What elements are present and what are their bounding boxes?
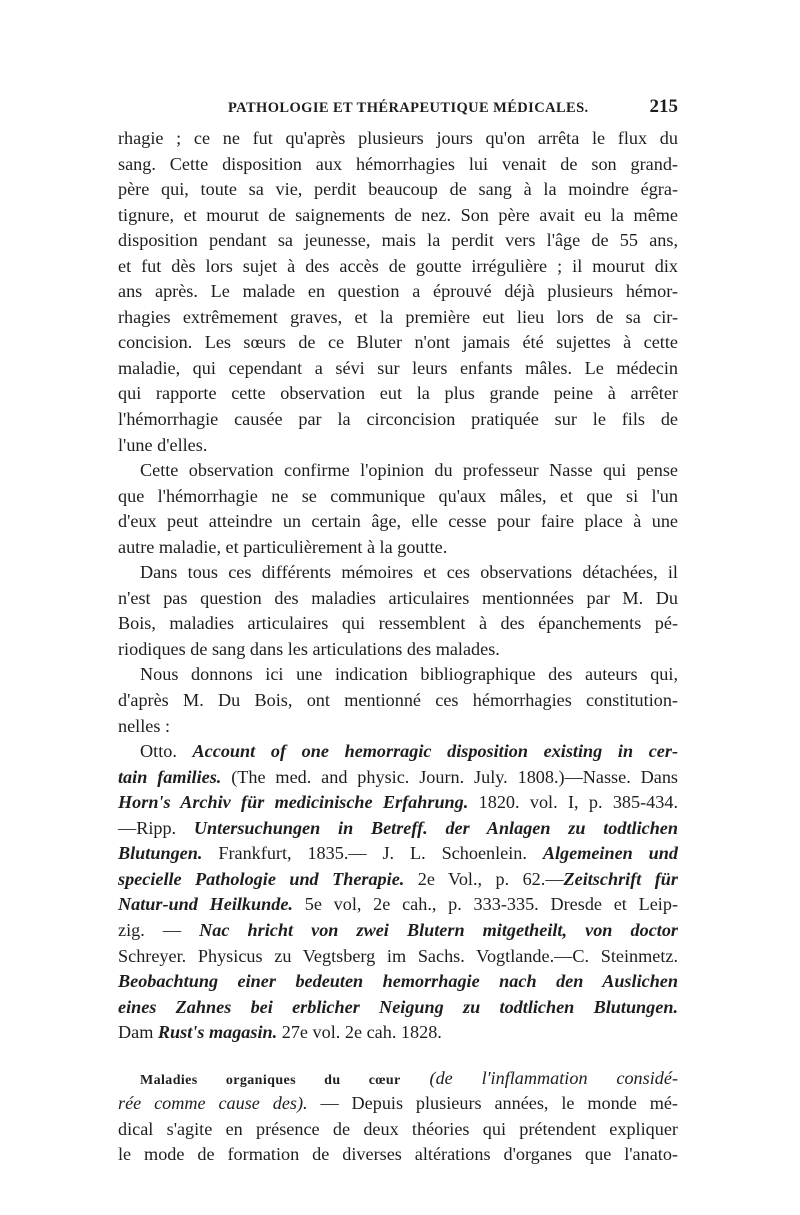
bibliography-line: Dam Rust's magasin. 27e vol. 2e cah. 1828.	[118, 1022, 442, 1043]
text-line: disposition pendant sa jeunesse, mais la perdit vers l'âge de 55 ans,	[118, 230, 678, 251]
paragraph-2	[118, 458, 678, 560]
text-line: tignure, et mourut de saignements de nez. Son père avait eu la même	[118, 204, 678, 225]
bibliography-line: Otto. Account of one hemorragic disposition existing in cer-	[140, 741, 678, 762]
section-heading: Maladies organiques du cœur	[140, 1072, 401, 1088]
text-line: n'est pas question des maladies articulaires mentionnées par M. Du	[118, 587, 678, 608]
text-line: l'hémorrhagie causée par la circoncision pratiquée sur le fils de	[118, 409, 678, 430]
text-line: maladie, qui cependant a sévi sur leurs enfants mâles. Le médecin	[118, 357, 678, 378]
text-line: rhagie ; ce ne fut qu'après plusieurs jours qu'on arrêta le flux du	[118, 128, 678, 148]
text-line: ans après. Le malade en question a éprouvé déjà plusieurs hémor-	[118, 281, 678, 302]
bibliography-line: specielle Pathologie und Therapie. 2e Vol., p. 62.—Zeitschrift für	[118, 868, 678, 889]
paragraph-4	[118, 662, 678, 739]
bibliography-line: Beobachtung einer bedeuten hemorrhagie nach den Auslichen	[118, 971, 678, 992]
bibliography-line: Blutungen. Frankfurt, 1835.— J. L. Schoenlein. Algemeinen und	[118, 843, 678, 864]
text-line: l'une d'elles.	[118, 434, 208, 455]
paragraph-3	[118, 560, 678, 662]
text-line: Dans tous ces différents mémoires et ces observations détachées, il	[140, 562, 678, 583]
bibliography-line: Horn's Archiv für medicinische Erfahrung. 1820. vol. I, p. 385-434.	[118, 792, 678, 813]
section-subheading: (de l'inflammation considé-	[429, 1067, 679, 1088]
text-line: père qui, toute sa vie, perdit beaucoup de sang à la moindre égra-	[118, 179, 678, 200]
text-line: d'après M. Du Bois, ont mentionné ces hémorrhagies constitution-	[118, 690, 678, 711]
text-line: Cette observation confirme l'opinion du professeur Nasse qui pense	[140, 460, 678, 481]
bibliography-line: tain families. (The med. and physic. Journ. July. 1808.)—Nasse. Dans	[118, 766, 678, 787]
text-line: concision. Les sœurs de ce Bluter n'ont jamais été sujettes à cette	[118, 332, 678, 353]
section-maladies-organiques	[118, 1066, 678, 1168]
text-line: sang. Cette disposition aux hémorrhagies lui venait de son grand-	[118, 153, 678, 174]
text-line: d'eux peut atteindre un certain âge, elle cesse pour faire place à une	[118, 511, 678, 532]
text-line: Bois, maladies articulaires qui ressemblent à des épanchements pé-	[118, 613, 678, 634]
text-line: le mode de formation de diverses altérations d'organes que l'anato-	[118, 1144, 678, 1165]
text-line: dical s'agite en présence de deux théories qui prétendent expliquer	[118, 1118, 678, 1139]
body-text	[118, 126, 678, 1168]
bibliography-line: —Ripp. Untersuchungen in Betreff. der Anlagen zu todtlichen	[118, 817, 678, 838]
text-line: Nous donnons ici une indication bibliographique des auteurs qui,	[140, 664, 678, 685]
running-title: PATHOLOGIE ET THÉRAPEUTIQUE MÉDICALES.	[228, 100, 589, 116]
text-line: rée comme cause des). — Depuis plusieurs années, le monde mé-	[118, 1093, 678, 1114]
running-header	[118, 96, 678, 126]
bibliography	[118, 739, 678, 1046]
text-line: riodiques de sang dans les articulations des malades.	[118, 638, 500, 659]
text-line: qui rapporte cette observation eut la plus grande peine à arrêter	[118, 383, 678, 404]
text-line: et fut dès lors sujet à des accès de goutte irrégulière ; il mourut dix	[118, 255, 678, 276]
book-page	[118, 96, 678, 1168]
text-line: autre maladie, et particulièrement à la goutte.	[118, 536, 448, 557]
text-line: nelles :	[118, 715, 171, 736]
page-number: 215	[649, 96, 678, 117]
bibliography-line: Schreyer. Physicus zu Vegtsberg im Sachs. Vogtlande.—C. Steinmetz.	[118, 945, 678, 966]
bibliography-line: eines Zahnes bei erblicher Neigung zu todtlichen Blutungen.	[118, 996, 678, 1017]
section-spacer	[118, 1046, 678, 1066]
section-heading-line	[118, 1066, 678, 1092]
text-line: rhagies extrêmement graves, et la première eut lieu lors de sa cir-	[118, 306, 678, 327]
text-line: que l'hémorrhagie ne se communique qu'aux mâles, et que si l'un	[118, 485, 678, 506]
paragraph-1	[118, 126, 678, 458]
bibliography-line: zig. — Nac hricht von zwei Blutern mitgetheilt, von doctor	[118, 919, 678, 940]
bibliography-line: Natur-und Heilkunde. 5e vol, 2e cah., p. 333-335. Dresde et Leip-	[118, 894, 678, 915]
